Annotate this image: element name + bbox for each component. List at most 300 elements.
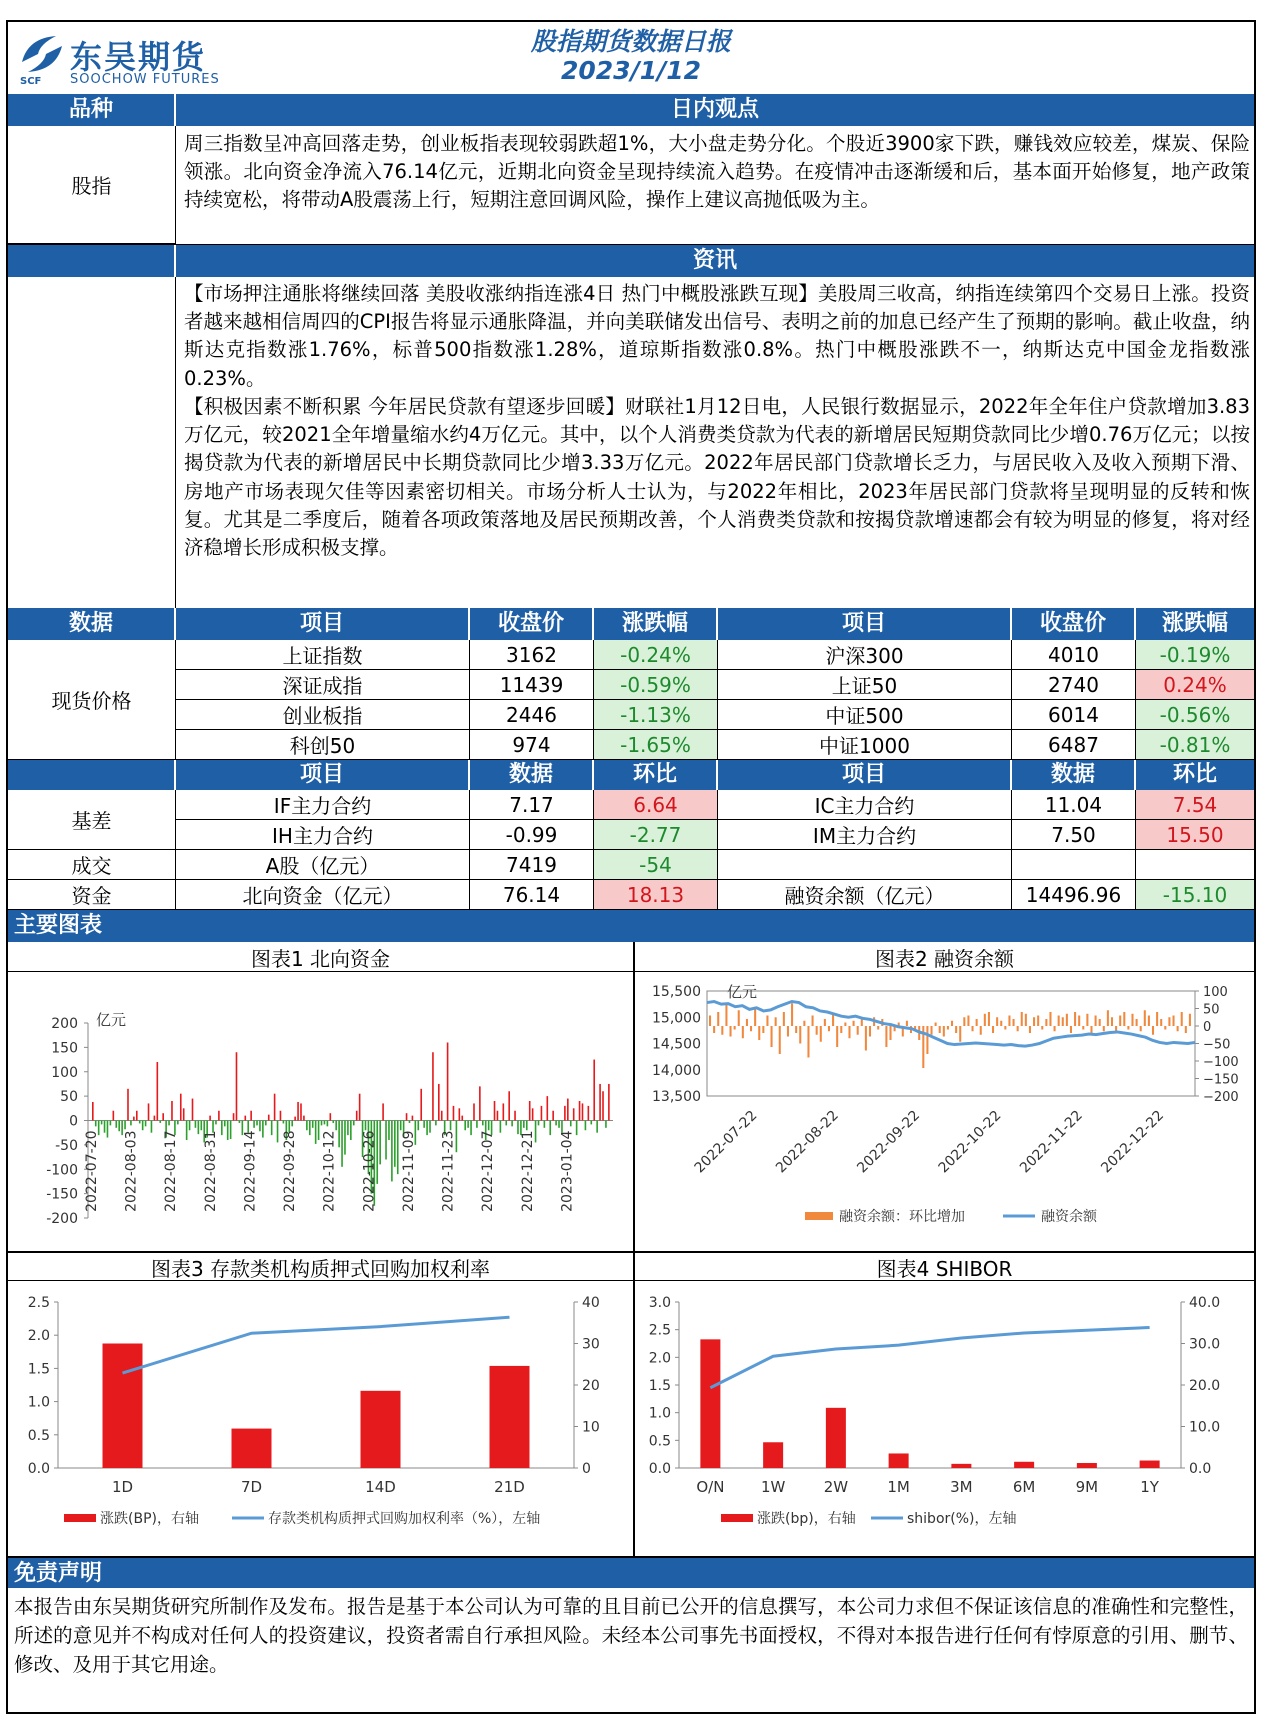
bar [963, 1017, 965, 1026]
bar [576, 1121, 578, 1136]
bar [107, 1121, 109, 1138]
basis-row-change: 6.64 [594, 790, 718, 820]
bar [280, 1111, 282, 1121]
y-tick-label: -200 [46, 1211, 78, 1227]
bar [730, 1026, 732, 1037]
y-right-tick-label: 10 [582, 1419, 600, 1436]
bar [602, 1091, 604, 1120]
bar [400, 1121, 402, 1131]
bar [118, 1121, 120, 1132]
basis-col-mom: 环比 [594, 760, 718, 790]
bar [335, 1121, 337, 1131]
data-col-close: 收盘价 [470, 608, 594, 640]
y-left-tick-label: 1.5 [648, 1378, 671, 1394]
bar [955, 1026, 957, 1033]
bar [312, 1121, 314, 1128]
bar [593, 1060, 595, 1121]
bar [277, 1121, 279, 1143]
bar [775, 1017, 777, 1026]
y-left-tick-label: 15,000 [652, 1010, 701, 1027]
bar [435, 1121, 437, 1126]
bar [588, 1106, 590, 1121]
x-tick-label: 1W [760, 1478, 786, 1496]
x-tick-label: 1M [887, 1478, 910, 1496]
bar [605, 1121, 607, 1128]
bar [532, 1108, 534, 1120]
bar [869, 1026, 871, 1037]
bar [426, 1121, 428, 1136]
bar [972, 1026, 974, 1031]
y-left-tick-label: 2.0 [648, 1350, 671, 1367]
y-right-tick-label: 50 [1203, 1002, 1220, 1018]
spot-row-value: 11439 [470, 670, 594, 700]
brand-name-cn: 东吴期货 [70, 38, 207, 76]
bar [500, 1121, 502, 1133]
brand-name-en: SOOCHOW FUTURES [70, 72, 220, 87]
y-tick-label: 150 [51, 1040, 78, 1057]
bar [549, 1121, 551, 1136]
x-tick-label: 1D [111, 1478, 134, 1496]
x-tick-label: 2022-11-23 [440, 1130, 457, 1212]
bar [327, 1121, 329, 1127]
bar [824, 1019, 826, 1026]
bar [844, 1023, 846, 1027]
bar [338, 1121, 340, 1148]
basis-label: 基差 [8, 790, 176, 850]
basis-row-value-2: 7.50 [1012, 820, 1136, 850]
bar [1077, 1463, 1097, 1468]
spot-row-item: 创业板指 [176, 700, 470, 730]
bar [996, 1017, 998, 1026]
col-intraday-view: 日内观点 [670, 97, 759, 122]
bar [599, 1084, 601, 1121]
bar [713, 1026, 715, 1033]
news-item-1: 【市场押注通胀将继续回落 美股收涨纳指连涨4日 热门中概股涨跌互现】美股周三收高，纳指连续第四个交易日上涨。投资者越来越相信周四的CPI报告将显示通胀降温，并向美联储发出信号、表明之前的加息已经产生了预期的影响。截止收盘，纳斯达克指数涨1.76%，标普500指数涨1.28%，道琼斯指数涨0.8%。热门中概股涨跌不一，纳斯达克中国金龙指数涨0.23%。 [184, 282, 1250, 390]
news-header: 资讯 [692, 248, 737, 273]
bar [538, 1121, 540, 1126]
bar [750, 1026, 752, 1031]
bar [236, 1052, 238, 1120]
bar [1140, 1026, 1142, 1031]
y-right-tick-label: 0.0 [1189, 1461, 1212, 1477]
bar [315, 1121, 317, 1144]
bar [115, 1121, 117, 1128]
basis-col-value: 数据 [470, 760, 594, 790]
bar [274, 1094, 276, 1121]
y-right-tick-label: 40.0 [1189, 1295, 1221, 1311]
y-left-tick-label: 3.0 [648, 1295, 671, 1311]
y-right-tick-label: 20 [582, 1378, 600, 1394]
bar [523, 1121, 525, 1128]
bar [832, 1014, 834, 1026]
bar [356, 1111, 358, 1121]
bar [1013, 1019, 1015, 1026]
bar [142, 1121, 144, 1131]
report-sheet [6, 20, 1256, 1714]
bar [130, 1121, 132, 1126]
y-right-tick-label: 0 [1203, 1020, 1212, 1035]
bar [244, 1116, 246, 1121]
bar [738, 1010, 740, 1026]
x-tick-label: 2W [823, 1478, 849, 1496]
bar [103, 1344, 143, 1469]
bar [180, 1094, 182, 1121]
bar [992, 1026, 994, 1033]
bar [951, 1464, 971, 1468]
bar [889, 1026, 891, 1040]
bar [450, 1121, 452, 1131]
bar [341, 1121, 343, 1167]
y-left-tick-label: 0.5 [27, 1427, 50, 1444]
bar [192, 1099, 194, 1121]
bar [1148, 1016, 1150, 1027]
basis-row-item: IF主力合约 [176, 790, 470, 820]
legend-label-bar: 涨跌(BP)，右轴 [100, 1511, 199, 1527]
spot-row-item-2: 上证50 [718, 670, 1012, 700]
bar [1025, 1014, 1027, 1026]
bar [347, 1121, 349, 1136]
spot-row-item-2: 中证500 [718, 700, 1012, 730]
x-tick-label: 14D [365, 1478, 396, 1496]
basis-col-item: 项目 [176, 760, 470, 790]
spot-row-change-2: -0.19% [1136, 640, 1254, 670]
bar [1021, 1012, 1023, 1026]
bar [124, 1121, 126, 1130]
line-series [123, 1317, 510, 1373]
spot-row-item: 深证成指 [176, 670, 470, 700]
y-tick-label: 100 [51, 1064, 78, 1081]
bar [1119, 1016, 1121, 1027]
spot-row-item-2: 中证1000 [718, 730, 1012, 760]
bar [959, 1026, 961, 1042]
x-tick-label: 2023-01-04 [559, 1130, 576, 1212]
bar [268, 1115, 270, 1121]
data-col-item: 项目 [176, 608, 470, 640]
bar [558, 1121, 560, 1128]
bar [787, 1026, 789, 1037]
bar [417, 1121, 419, 1131]
basis-row-value: 7.17 [470, 790, 594, 820]
bar [943, 1026, 945, 1037]
bar [717, 1012, 719, 1026]
funds-item: 北向资金（亿元） [176, 880, 470, 910]
disclaimer-text: 本报告由东吴期货研究所制作及发布。报告是基于本公司认为可靠的且目前已公开的信息撰写，本公司力求但不保证该信息的准确性和完整性，所述的意见并不构成对任何人的投资建议，投资者需自行承担风险。未经本公司事先书面授权，不得对本报告进行任何有悖原意的引用、删节、修改、及用于其它用途。 [14, 1595, 1248, 1676]
bar [791, 1003, 793, 1026]
x-tick-label: 2022-11-09 [400, 1130, 417, 1212]
volume-value: 7419 [470, 850, 594, 880]
bar [947, 1026, 949, 1030]
bar [318, 1121, 320, 1141]
bar [514, 1111, 516, 1121]
bar [1074, 1012, 1076, 1026]
margin-value: 14496.96 [1012, 880, 1136, 910]
bar [762, 1026, 764, 1033]
bar [976, 1019, 978, 1026]
bar [1037, 1016, 1039, 1027]
bar [1014, 1462, 1034, 1468]
bar [816, 1026, 818, 1035]
bar [608, 1084, 610, 1121]
bar [438, 1084, 440, 1121]
bar [200, 1121, 202, 1131]
bar [828, 1026, 830, 1031]
y-left-tick-label: 14,500 [652, 1036, 701, 1053]
volume-label: 成交 [8, 850, 176, 880]
bar [467, 1121, 469, 1128]
x-tick-label: 6M [1012, 1478, 1036, 1496]
y-right-tick-label: 100 [1203, 985, 1228, 1000]
bar [570, 1121, 572, 1127]
bar [297, 1102, 299, 1121]
y-left-tick-label: 1.5 [27, 1361, 50, 1378]
bar [420, 1089, 422, 1121]
bar [490, 1366, 530, 1468]
bar [300, 1103, 302, 1120]
data-col-change: 涨跌幅 [594, 608, 718, 640]
x-tick-label: 2022-09-14 [242, 1130, 259, 1212]
bar [303, 1116, 305, 1121]
bar [133, 1117, 135, 1121]
bar [1185, 1026, 1187, 1033]
bar [579, 1101, 581, 1121]
bar [930, 1026, 932, 1035]
bar [803, 1021, 805, 1026]
basis-col-mom-2: 环比 [1172, 762, 1217, 787]
y-left-tick-label: 0.0 [648, 1461, 671, 1477]
bar [758, 1026, 760, 1040]
bar [1127, 1026, 1129, 1030]
bar [812, 1016, 814, 1027]
spot-row-value-2: 2740 [1012, 670, 1136, 700]
bar [1164, 1026, 1166, 1030]
bar [1095, 1016, 1097, 1027]
x-tick-label: 2022-09-22 [854, 1107, 924, 1177]
data-col-change-2: 涨跌幅 [1161, 611, 1228, 636]
y-left-tick-label: 14,000 [652, 1062, 701, 1079]
x-tick-label: 2022-12-21 [519, 1130, 536, 1212]
y-left-tick-label: 2.0 [27, 1328, 50, 1345]
bar [429, 1121, 431, 1133]
bar [508, 1091, 510, 1120]
bar [95, 1121, 97, 1127]
chart1-title: 图表1 北向资金 [250, 947, 391, 971]
bar [1070, 1026, 1072, 1033]
bar [1045, 1019, 1047, 1026]
bar [529, 1101, 531, 1121]
y-left-tick-label: 1.0 [648, 1405, 671, 1422]
bar [283, 1121, 285, 1124]
bar [271, 1121, 273, 1136]
bar [1082, 1026, 1084, 1030]
bar [857, 1026, 859, 1035]
view-variety-label: 股指 [8, 126, 176, 244]
bar [391, 1121, 393, 1182]
bar [432, 1052, 434, 1120]
y-tick-label: 50 [60, 1089, 78, 1106]
spot-row-change: -1.65% [594, 730, 718, 760]
y-left-tick-label: 13,500 [652, 1089, 701, 1105]
bar [1004, 1026, 1006, 1030]
bar [189, 1121, 191, 1131]
bar [221, 1121, 223, 1136]
chart3-repo-rate [8, 1282, 633, 1556]
chart2-margin-balance [635, 973, 1254, 1251]
spot-row-value-2: 6014 [1012, 700, 1136, 730]
bar [479, 1086, 481, 1120]
news-item-2: 【积极因素不断积累 今年居民贷款有望逐步回暖】财联社1月12日电，人民银行数据显示，2022年全年住户贷款增加3.83万亿元，较2021全年增量缩水约4万亿元。其中，以个人消费类贷款为代表的新增居民短期贷款同比少增0.76万亿元；以按揭贷款为代表的新增居民中长期贷款同比少增3.33万亿元。2022年居民部门贷款增长乏力，与居民收入及收入预期下滑、房地产市场表现欠佳等因素密切相关。市场分析人士认为，与2022年相比，2023年居民部门贷款将呈现明显的反转和恢复。尤其是二季度后，随着各项政策落地及居民预期改善，个人消费类贷款和按揭贷款增速都会有较为明显的修复，将对经济稳增长形成积极支撑。 [184, 395, 1250, 560]
y-left-tick-label: 15,500 [652, 984, 701, 1000]
bar [596, 1121, 598, 1133]
chart1-northbound-funds [8, 973, 633, 1251]
bar [541, 1106, 543, 1121]
legend-swatch-bar [721, 1514, 753, 1522]
bar [453, 1106, 455, 1121]
bar [1156, 1012, 1158, 1026]
bar [546, 1096, 548, 1120]
bar [783, 1012, 785, 1026]
bar [1078, 1016, 1080, 1027]
x-tick-label: 1Y [1140, 1478, 1159, 1496]
bar [951, 1021, 953, 1026]
chart3-title: 图表3 存款类机构质押式回购加权利率 [150, 1257, 491, 1281]
bar [1017, 1026, 1019, 1031]
bar [826, 1408, 846, 1468]
bar [464, 1121, 466, 1131]
basis-col-item-2: 项目 [718, 760, 1012, 790]
bar [861, 1019, 863, 1026]
funds-change: 18.13 [594, 880, 718, 910]
bar [482, 1121, 484, 1126]
y-right-tick-label: −150 [1203, 1072, 1239, 1088]
x-tick-label: 2022-08-31 [202, 1130, 219, 1212]
bar [159, 1121, 161, 1123]
spot-row-change-2: -0.56% [1136, 700, 1254, 730]
report-header [8, 22, 1254, 94]
bar [1160, 1019, 1162, 1026]
bar [253, 1121, 255, 1128]
bar [836, 1026, 838, 1047]
bar [567, 1099, 569, 1121]
bar [459, 1108, 461, 1120]
bar [256, 1121, 258, 1126]
bar [232, 1429, 272, 1468]
spot-row-value: 2446 [470, 700, 594, 730]
funds-label: 资金 [8, 880, 176, 910]
bar [984, 1014, 986, 1026]
bar [388, 1121, 390, 1141]
bar [1168, 1017, 1170, 1026]
bar [877, 1026, 879, 1030]
bar [136, 1111, 138, 1121]
bar [447, 1043, 449, 1121]
spot-row-value: 3162 [470, 640, 594, 670]
basis-row-value-2: 11.04 [1012, 790, 1136, 820]
y-right-tick-label: 10.0 [1189, 1419, 1221, 1436]
bar [552, 1111, 554, 1121]
y-right-tick-label: −50 [1203, 1037, 1231, 1053]
x-tick-label: 2022-08-03 [123, 1130, 140, 1212]
bar [157, 1062, 159, 1121]
bar [1111, 1017, 1113, 1026]
bar [183, 1108, 185, 1120]
basis-row-change: -2.77 [594, 820, 718, 850]
volume-change: -54 [594, 850, 718, 880]
bar [709, 1016, 711, 1027]
bar [215, 1121, 217, 1125]
bar [291, 1121, 293, 1127]
bar [1058, 1016, 1060, 1027]
bar [224, 1121, 226, 1127]
bar [162, 1113, 164, 1120]
legend-label-line: 融资余额 [1041, 1209, 1097, 1225]
bar [1177, 1026, 1179, 1031]
bar [145, 1121, 147, 1127]
report-date: 2023/1/12 [560, 56, 702, 85]
bar [441, 1111, 443, 1121]
y-left-tick-label: 2.5 [648, 1322, 671, 1339]
bar [385, 1121, 387, 1160]
bar [321, 1121, 323, 1126]
y-tick-label: -100 [46, 1162, 78, 1179]
bar [725, 1005, 727, 1026]
y-right-tick-label: 20.0 [1189, 1378, 1221, 1394]
spot-row-item: 科创50 [176, 730, 470, 760]
bar [1181, 1012, 1183, 1026]
y-tick-label: -150 [46, 1186, 78, 1203]
bar [1062, 1017, 1064, 1026]
basis-row-change-2: 7.54 [1136, 790, 1254, 820]
bar [1008, 1016, 1010, 1027]
bar [110, 1121, 112, 1126]
bar [1136, 1019, 1138, 1026]
bar [262, 1121, 264, 1138]
disclaimer-header: 免责声明 [8, 1556, 1254, 1588]
bar [582, 1103, 584, 1120]
margin-change: -15.10 [1136, 880, 1254, 910]
bar [382, 1103, 384, 1120]
bar [127, 1089, 129, 1121]
x-tick-label: 2022-07-22 [691, 1107, 761, 1177]
spot-row-item: 上证指数 [176, 640, 470, 670]
y-tick-label: 0 [69, 1113, 78, 1130]
bar [1086, 1014, 1088, 1026]
chart4-shibor [635, 1282, 1254, 1556]
bar [906, 1021, 908, 1026]
y-right-tick-label: −100 [1203, 1055, 1239, 1070]
bar [1029, 1026, 1031, 1033]
spot-row-value: 974 [470, 730, 594, 760]
y-right-tick-label: 40 [582, 1295, 600, 1311]
bar [1066, 1014, 1068, 1026]
bar [766, 1016, 768, 1027]
charts-header: 主要图表 [8, 910, 1254, 942]
spot-row-value-2: 4010 [1012, 640, 1136, 670]
x-tick-label: 2022-11-22 [1016, 1107, 1086, 1177]
bar [101, 1121, 103, 1125]
bar [330, 1113, 332, 1120]
bar [361, 1391, 401, 1468]
bar [988, 1012, 990, 1026]
bar [848, 1026, 850, 1038]
brand-abbr: SCF [20, 76, 42, 87]
bar [763, 1442, 783, 1468]
bar [1033, 1017, 1035, 1026]
bar [227, 1121, 229, 1141]
bar [799, 1026, 801, 1044]
bar [511, 1121, 513, 1127]
bar [151, 1121, 153, 1133]
bar [230, 1121, 232, 1140]
